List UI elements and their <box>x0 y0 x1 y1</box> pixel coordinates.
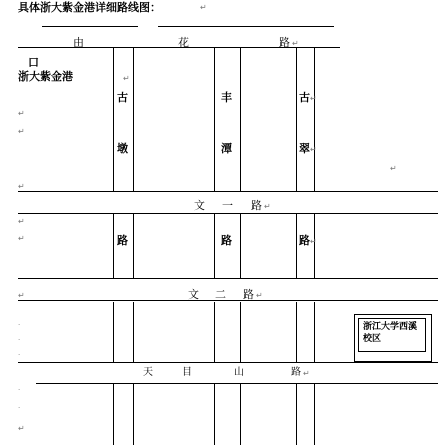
road-vline <box>113 384 114 445</box>
wener-road-char-1: 文 <box>188 288 199 301</box>
paragraph-tick: · <box>18 404 21 412</box>
road-label-gudun-1: 古 <box>117 91 128 104</box>
top-road-char-3: 路 <box>279 36 290 49</box>
road-vline <box>133 214 134 278</box>
road-label-gucui-1: 古 <box>299 91 310 104</box>
paragraph-mark: ↵ <box>200 3 207 12</box>
page-title: 具体浙大紫金港详细路线图： <box>18 1 161 14</box>
wener-road-top-line <box>18 278 438 279</box>
road-vline <box>113 214 114 278</box>
road-vline <box>133 48 134 191</box>
wenyi-road-char-3: 路 <box>251 199 262 212</box>
paragraph-mark: ↵ <box>18 291 25 300</box>
wenyi-road-bottom-line <box>18 213 438 214</box>
road-vline <box>296 48 297 191</box>
paragraph-mark: ↵ <box>18 182 25 191</box>
paragraph-tick: · <box>18 336 21 344</box>
road-label-row2-right: 路 <box>299 234 310 247</box>
road-vline <box>240 48 241 191</box>
paragraph-tick: · <box>18 351 21 359</box>
paragraph-mark: ↵ <box>18 217 25 226</box>
tianmushan-char-3: 山 <box>234 367 244 378</box>
tianmushan-road-bottom-line <box>36 383 438 384</box>
road-vline <box>133 302 134 362</box>
top-road-line-2 <box>158 26 334 27</box>
road-vline <box>214 384 215 445</box>
wener-road-bottom-line <box>18 300 438 301</box>
road-vline <box>296 302 297 362</box>
road-label-gudun-2: 墩 <box>117 142 128 155</box>
top-road-char-1: 由 <box>73 36 84 49</box>
road-vline <box>314 48 315 191</box>
wener-road-char-2: 二 <box>215 288 226 301</box>
wener-road-char-3: 路 <box>243 288 254 301</box>
destination-name: 浙江大学西溪校区 <box>363 322 418 344</box>
road-vline <box>296 384 297 445</box>
road-label-gucui-2: 翠 <box>299 142 310 155</box>
paragraph-mark: ↵ <box>256 291 263 300</box>
paragraph-mark: ↵ <box>18 109 25 118</box>
wenyi-road-char-1: 文 <box>194 199 205 212</box>
paragraph-tick: · <box>18 321 21 329</box>
paragraph-mark: ↵ <box>18 234 25 243</box>
road-vline <box>240 214 241 278</box>
road-vline <box>296 214 297 278</box>
road-label-row2-left: 路 <box>117 234 128 247</box>
road-vline <box>113 48 114 191</box>
paragraph-mark: ↵ <box>18 127 25 136</box>
tianmushan-char-2: 目 <box>182 367 192 378</box>
road-vline <box>113 302 114 362</box>
road-label-fengtan-1: 丰 <box>221 91 232 104</box>
destination-label <box>358 318 426 352</box>
road-vline <box>240 302 241 362</box>
top-road-bottom-line <box>18 47 340 48</box>
road-vline <box>133 384 134 445</box>
paragraph-mark: ↵ <box>310 94 317 103</box>
paragraph-tick: · <box>18 386 21 394</box>
location-name: 浙大紫金港 <box>18 70 73 83</box>
road-vline <box>214 302 215 362</box>
road-vline <box>214 48 215 191</box>
wenyi-road-top-line <box>18 191 438 192</box>
tianmushan-char-1: 天 <box>143 367 153 378</box>
top-road-char-2: 花 <box>178 36 189 49</box>
road-vline <box>240 384 241 445</box>
wenyi-road-char-2: 一 <box>222 199 233 212</box>
paragraph-mark: ↵ <box>123 74 130 83</box>
road-label-fengtan-2: 潭 <box>221 142 232 155</box>
paragraph-mark: ↵ <box>292 39 299 48</box>
paragraph-mark: ↵ <box>18 424 25 433</box>
paragraph-mark: ↵ <box>310 237 317 246</box>
road-vline <box>314 302 315 362</box>
location-square: 口 <box>28 56 39 69</box>
paragraph-mark: ↵ <box>310 145 317 154</box>
road-vline <box>314 214 315 278</box>
top-road-line-1 <box>42 26 138 27</box>
road-label-row2-center: 路 <box>221 234 232 247</box>
road-vline <box>214 214 215 278</box>
tianmushan-char-4: 路 <box>291 367 301 378</box>
road-vline <box>314 384 315 445</box>
paragraph-mark: ↵ <box>303 369 310 378</box>
tianmushan-road-top-line <box>18 362 438 363</box>
paragraph-mark: ↵ <box>390 164 397 173</box>
paragraph-mark: ↵ <box>264 202 271 211</box>
